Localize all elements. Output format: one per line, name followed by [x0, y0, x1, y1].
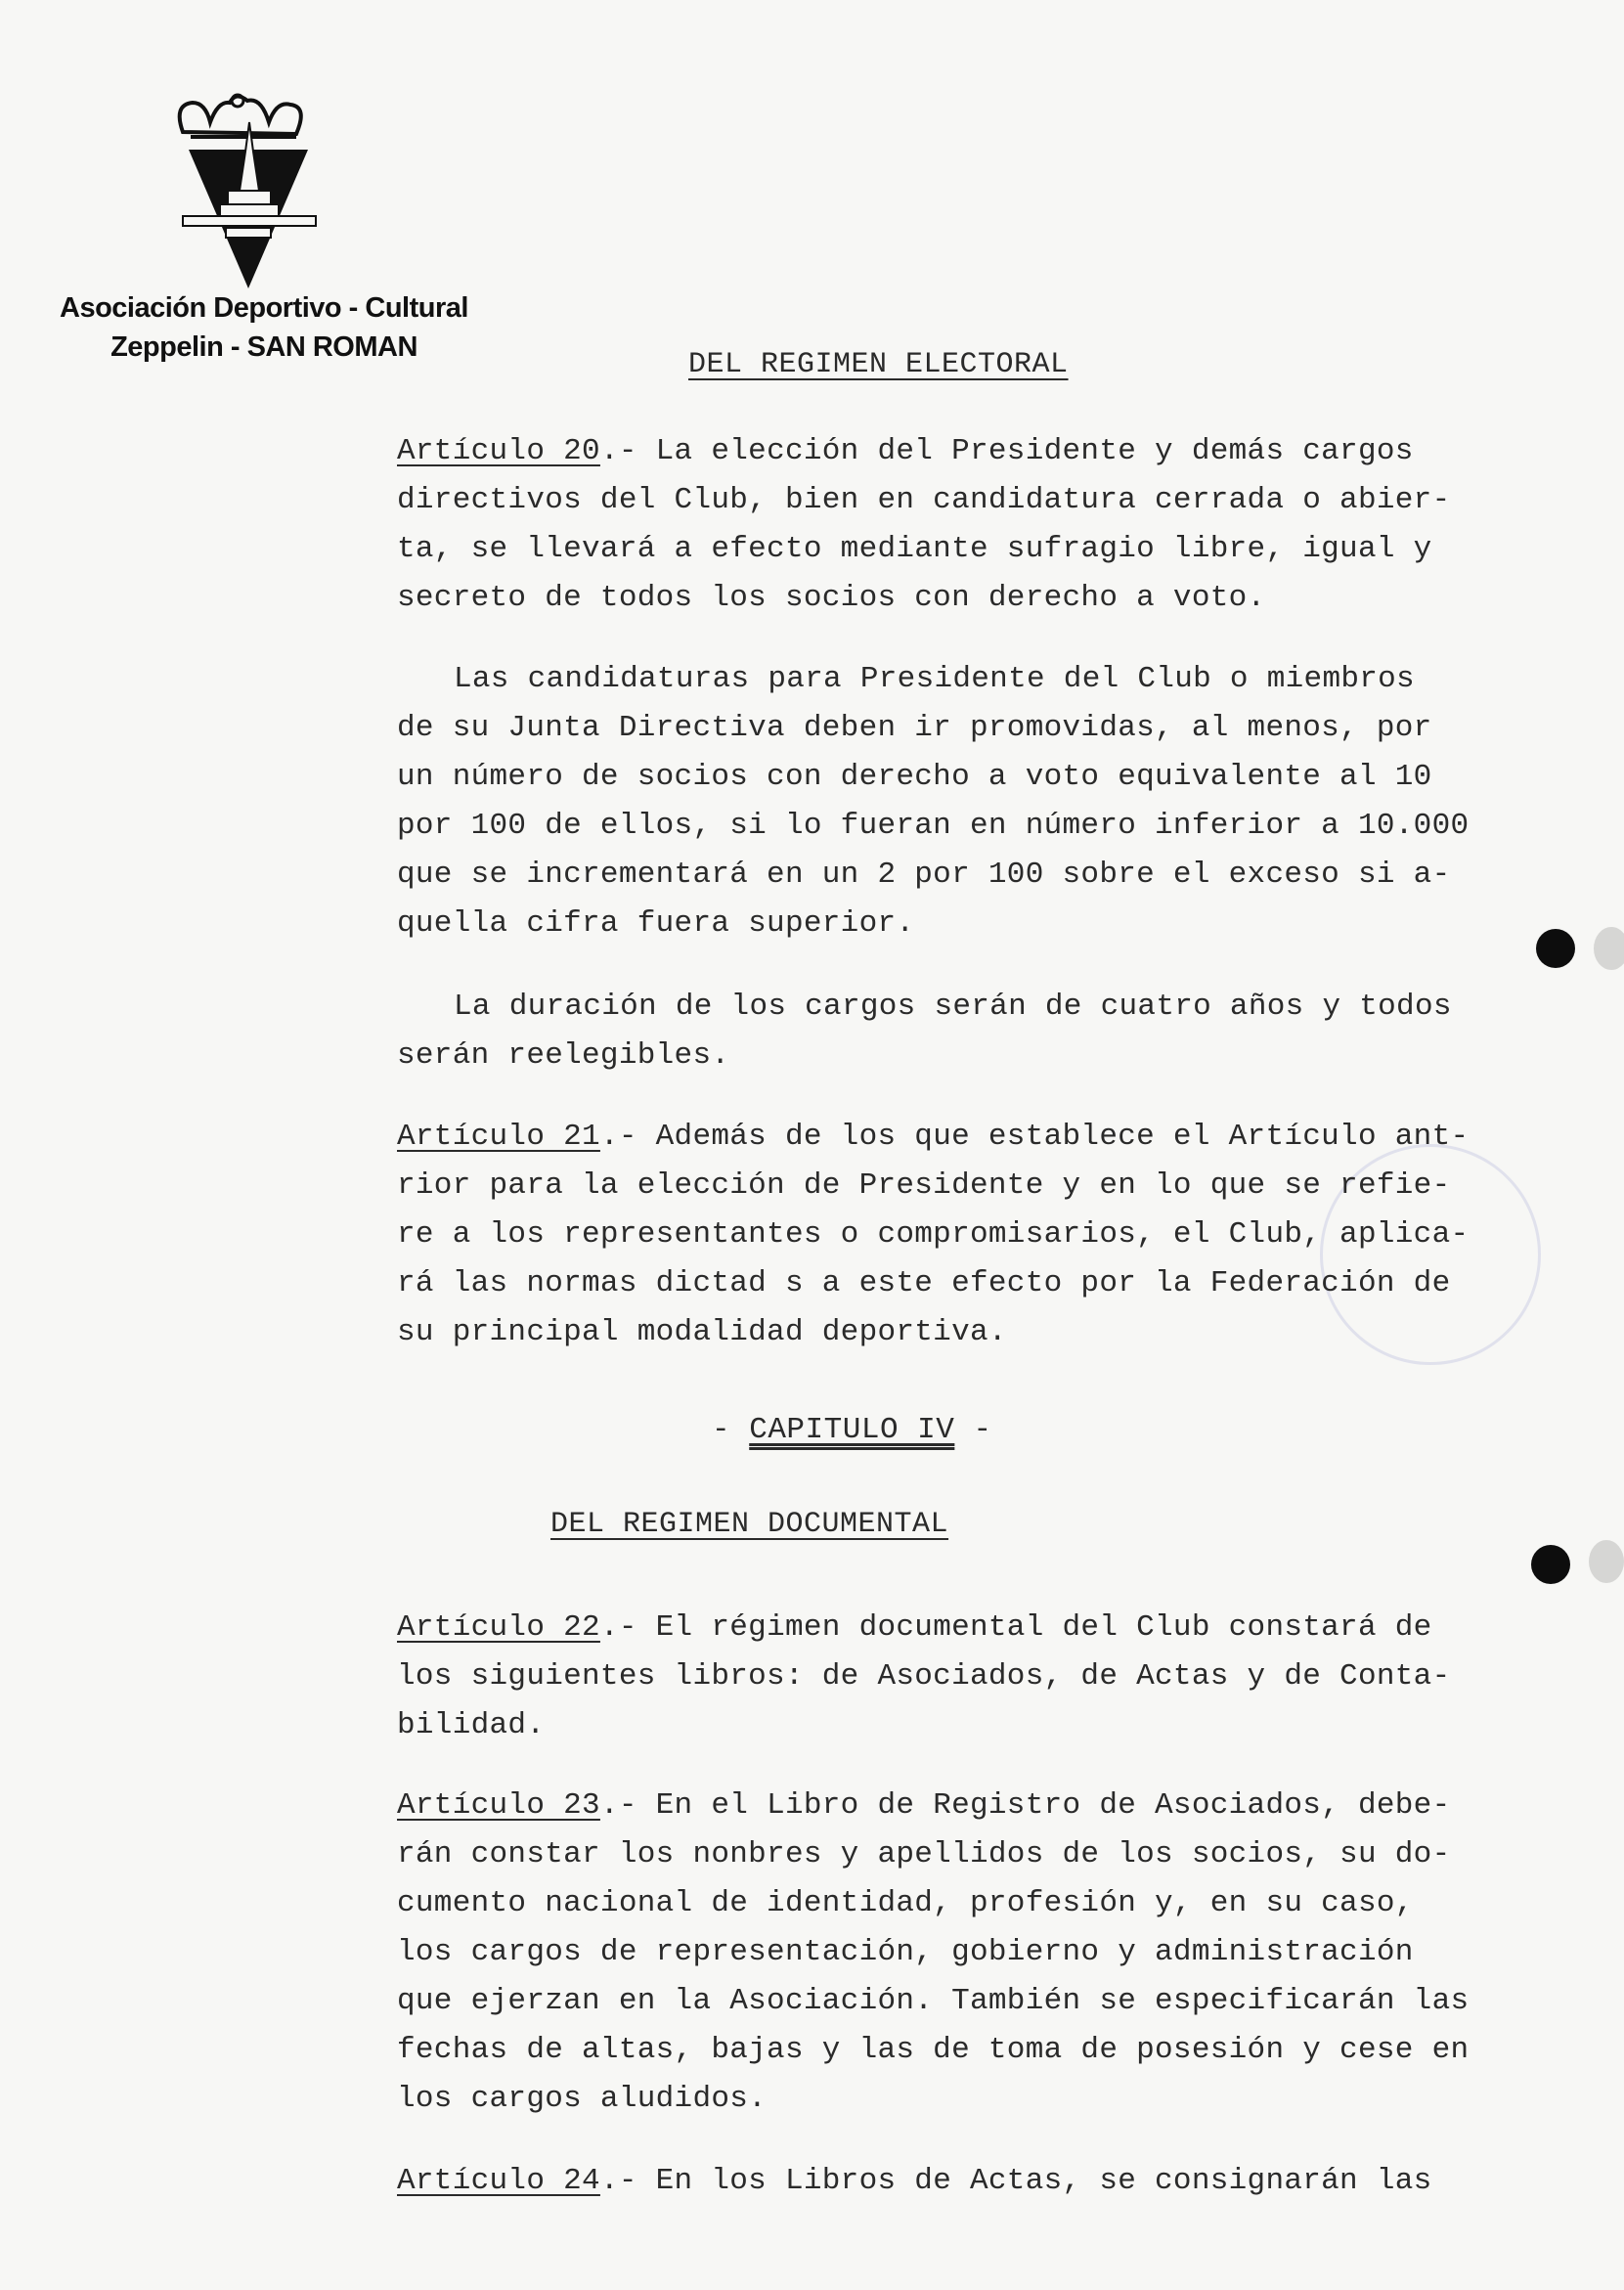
article-20-paragraph-3 — [397, 983, 1551, 1080]
chapter-label: CAPITULO IV — [749, 1413, 955, 1447]
punch-hole-shadow-bottom — [1589, 1540, 1624, 1583]
text-line: por 100 de ellos, si lo fueran en número inferior a 10.000 — [397, 809, 1470, 843]
chapter-heading — [712, 1413, 992, 1447]
punch-hole-bottom — [1531, 1545, 1570, 1584]
text-line: .- El régimen documental del Club constará de — [599, 1610, 1432, 1645]
text-line: un número de socios con derecho a voto equivalente al 10 — [397, 760, 1432, 794]
text-line: directivos del Club, bien en candidatura cerrada o abier- — [397, 483, 1451, 517]
text-line: .- En los Libros de Actas, se consignarán las — [599, 2164, 1432, 2198]
text-line: serán reelegibles. — [397, 1038, 730, 1073]
punch-hole-shadow-top — [1594, 927, 1624, 970]
text-line: re a los representantes o compromisarios, el Club, aplica- — [397, 1217, 1470, 1252]
text-line: .- La elección del Presidente y demás cargos — [599, 434, 1414, 468]
text-line: Las candidaturas para Presidente del Club o miembros — [454, 662, 1415, 696]
chapter-dash-right: - — [954, 1413, 992, 1447]
article-24-ref: Artículo 24 — [397, 2164, 600, 2198]
text-line: secreto de todos los socios con derecho a voto. — [397, 581, 1266, 615]
article-24 — [397, 2157, 1551, 2206]
article-23-ref: Artículo 23 — [397, 1788, 600, 1823]
section-title-documental: DEL REGIMEN DOCUMENTAL — [550, 1508, 949, 1541]
text-line: La duración de los cargos serán de cuatro años y todos — [454, 990, 1452, 1024]
text-line: rá las normas dictad s a este efecto por la Federación de — [397, 1266, 1451, 1300]
article-22 — [397, 1604, 1551, 1750]
article-21 — [397, 1113, 1551, 1357]
text-line: los siguientes libros: de Asociados, de Actas y de Conta- — [397, 1659, 1451, 1694]
section-title-electoral: DEL REGIMEN ELECTORAL — [688, 348, 1069, 381]
article-21-ref: Artículo 21 — [397, 1120, 600, 1154]
chapter-dash-left: - — [712, 1413, 750, 1447]
article-23 — [397, 1782, 1551, 2124]
text-line: los cargos aludidos. — [397, 2082, 768, 2116]
text-line: cumento nacional de identidad, profesión y, en su caso, — [397, 1886, 1414, 1920]
text-line: rán constar los nonbres y apellidos de los socios, su do- — [397, 1837, 1451, 1872]
crown-tower-emblem-icon — [171, 93, 347, 293]
text-line: su principal modalidad deportiva. — [397, 1315, 1007, 1349]
text-line: que ejerzan en la Asociación. También se especificarán las — [397, 1984, 1470, 2018]
text-line: rior para la elección de Presidente y en lo que se refie- — [397, 1168, 1451, 1203]
org-line-2: Zeppelin - SAN ROMAN — [110, 331, 417, 363]
text-line: bilidad. — [397, 1708, 546, 1742]
text-line: ta, se llevará a efecto mediante sufragio libre, igual y — [397, 532, 1432, 566]
organization-name — [39, 288, 489, 367]
text-line: los cargos de representación, gobierno y administración — [397, 1935, 1414, 1969]
text-line: fechas de altas, bajas y las de toma de posesión y cese en — [397, 2033, 1470, 2067]
text-line: .- Además de los que establece el Artículo ant- — [599, 1120, 1470, 1154]
org-line-1: Asociación Deportivo - Cultural — [60, 292, 468, 324]
article-20-ref: Artículo 20 — [397, 434, 600, 468]
article-20 — [397, 427, 1551, 623]
article-22-ref: Artículo 22 — [397, 1610, 600, 1645]
text-line: de su Junta Directiva deben ir promovidas, al menos, por — [397, 711, 1432, 745]
text-line: quella cifra fuera superior. — [397, 906, 915, 941]
article-20-paragraph-2 — [397, 655, 1551, 948]
text-line: que se incrementará en un 2 por 100 sobre el exceso si a- — [397, 858, 1451, 892]
text-line: .- En el Libro de Registro de Asociados, debe- — [599, 1788, 1451, 1823]
